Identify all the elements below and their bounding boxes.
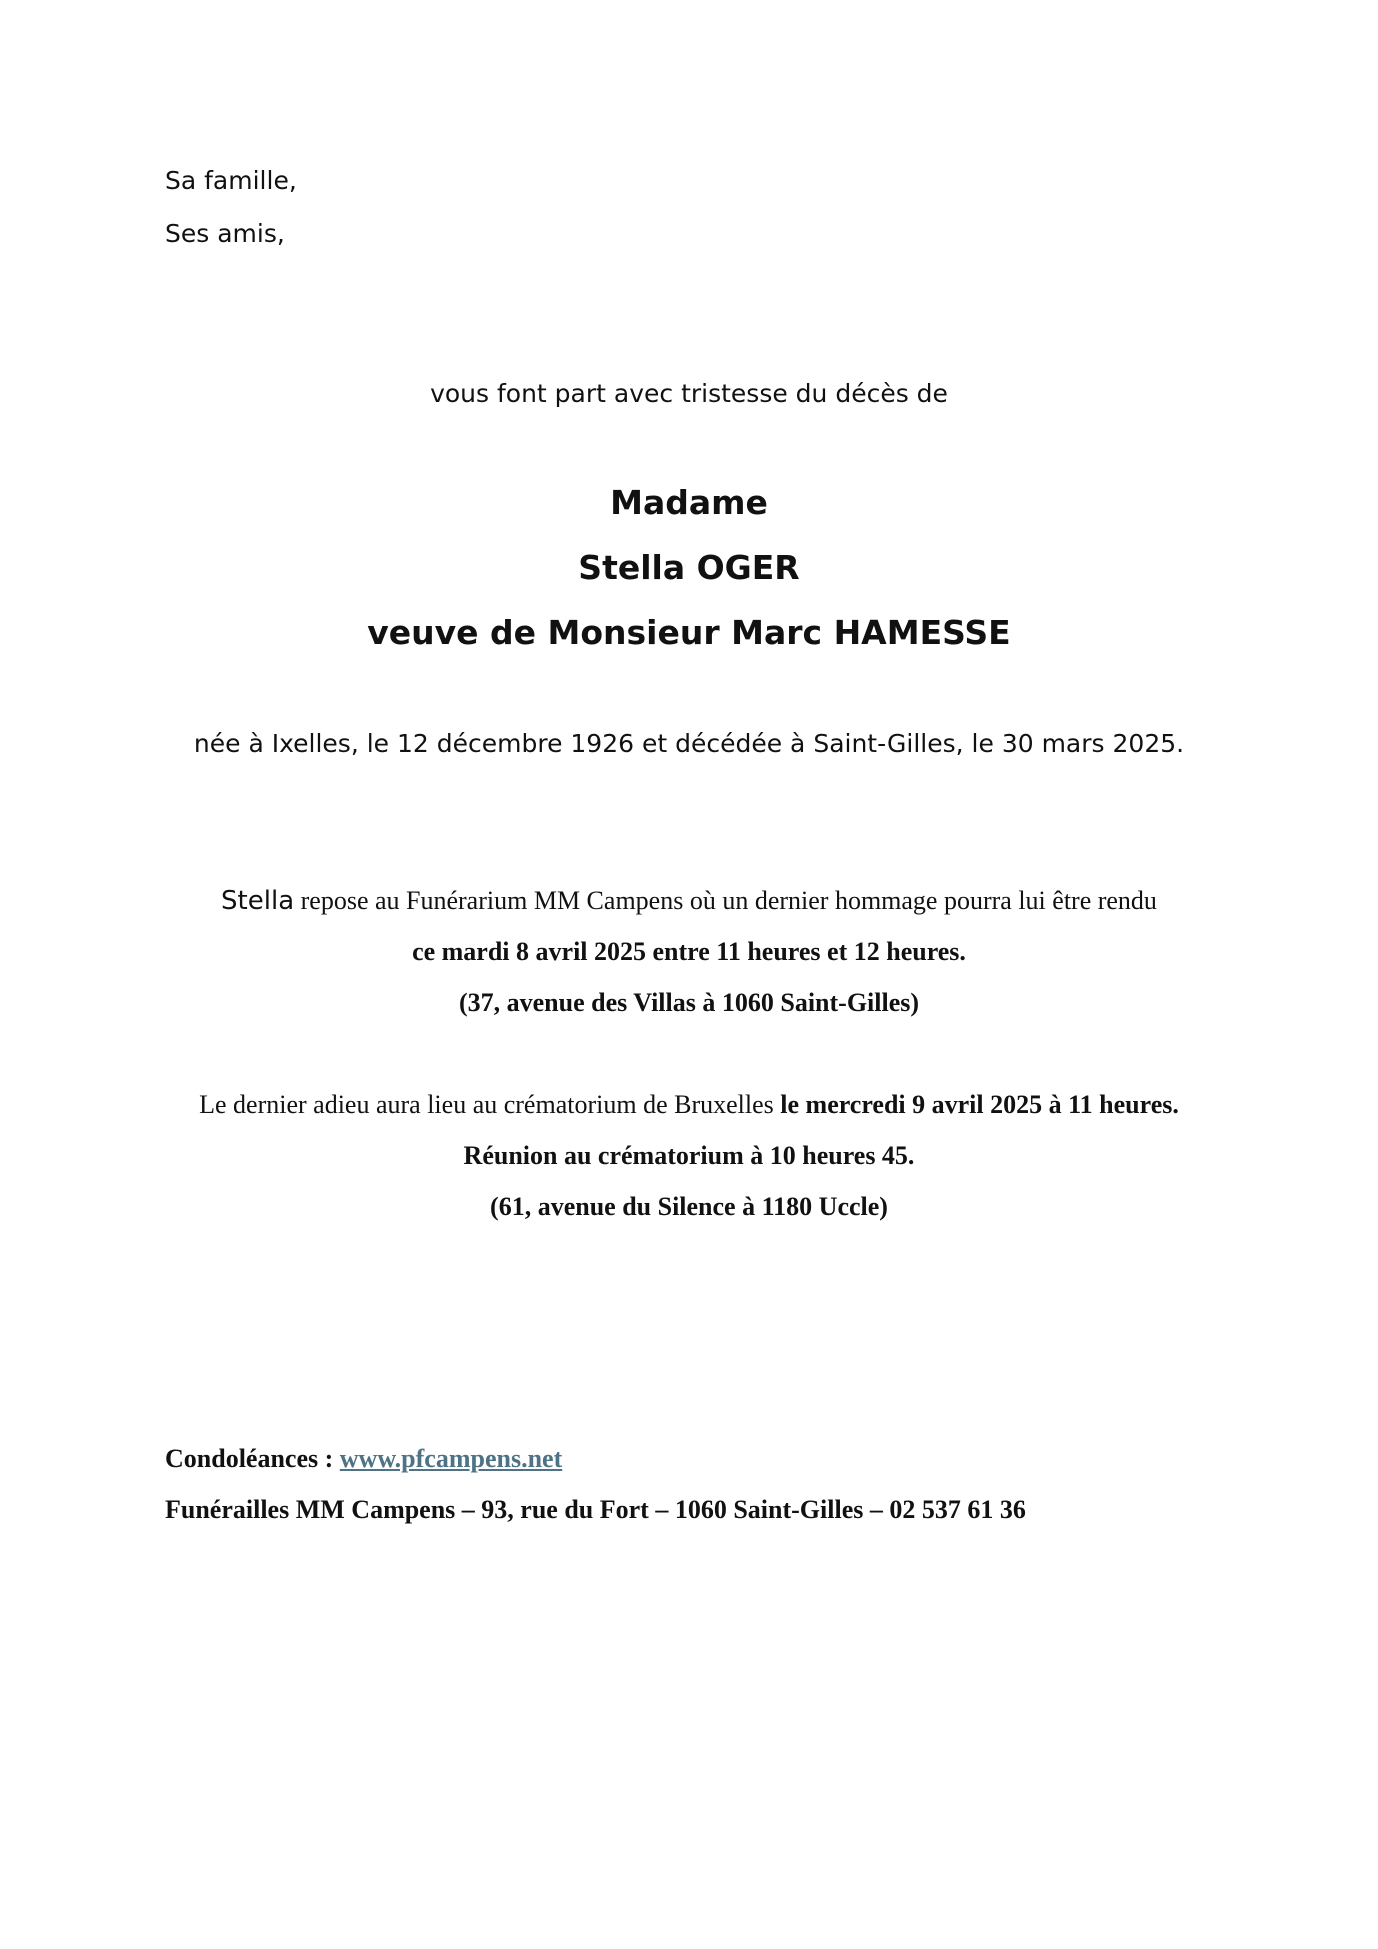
family-line: Sa famille,: [165, 166, 297, 195]
viewing-paragraph: [0, 886, 1378, 916]
farewell-meeting: Réunion au crématorium à 10 heures 45.: [463, 1141, 915, 1170]
condolences-line: [165, 1444, 562, 1474]
viewing-when: ce mardi 8 avril 2025 entre 11 heures et 12 heures.: [412, 937, 966, 966]
viewing-address: (37, avenue des Villas à 1060 Saint-Gilles): [458, 988, 920, 1017]
farewell-when: le mercredi 9 avril 2025 à 11 heures.: [780, 1090, 1179, 1119]
friends-line: Ses amis,: [165, 219, 285, 248]
viewing-text: repose au Funérarium MM Campens où un dernier hommage pourra lui être rendu: [294, 886, 1157, 915]
farewell-paragraph: [0, 1090, 1378, 1120]
condolences-label: Condoléances :: [165, 1444, 340, 1473]
birth-death-dates: née à Ixelles, le 12 décembre 1926 et décédée à Saint-Gilles, le 30 mars 2025.: [193, 729, 1185, 758]
viewing-first-name: Stella: [221, 886, 295, 916]
farewell-address: (61, avenue du Silence à 1180 Uccle): [490, 1192, 888, 1221]
deceased-name: Stella OGER: [578, 548, 800, 587]
announcement-intro: vous font part avec tristesse du décès de: [430, 379, 948, 408]
funeral-home-line: Funérailles MM Campens – 93, rue du Fort – 1060 Saint-Gilles – 02 537 61 36: [165, 1495, 1026, 1524]
condolences-link[interactable]: www.pfcampens.net: [339, 1444, 563, 1473]
deceased-widow-of: veuve de Monsieur Marc HAMESSE: [367, 613, 1011, 652]
deceased-title: Madame: [610, 483, 768, 522]
farewell-text: Le dernier adieu aura lieu au crématorium de Bruxelles: [199, 1090, 781, 1119]
